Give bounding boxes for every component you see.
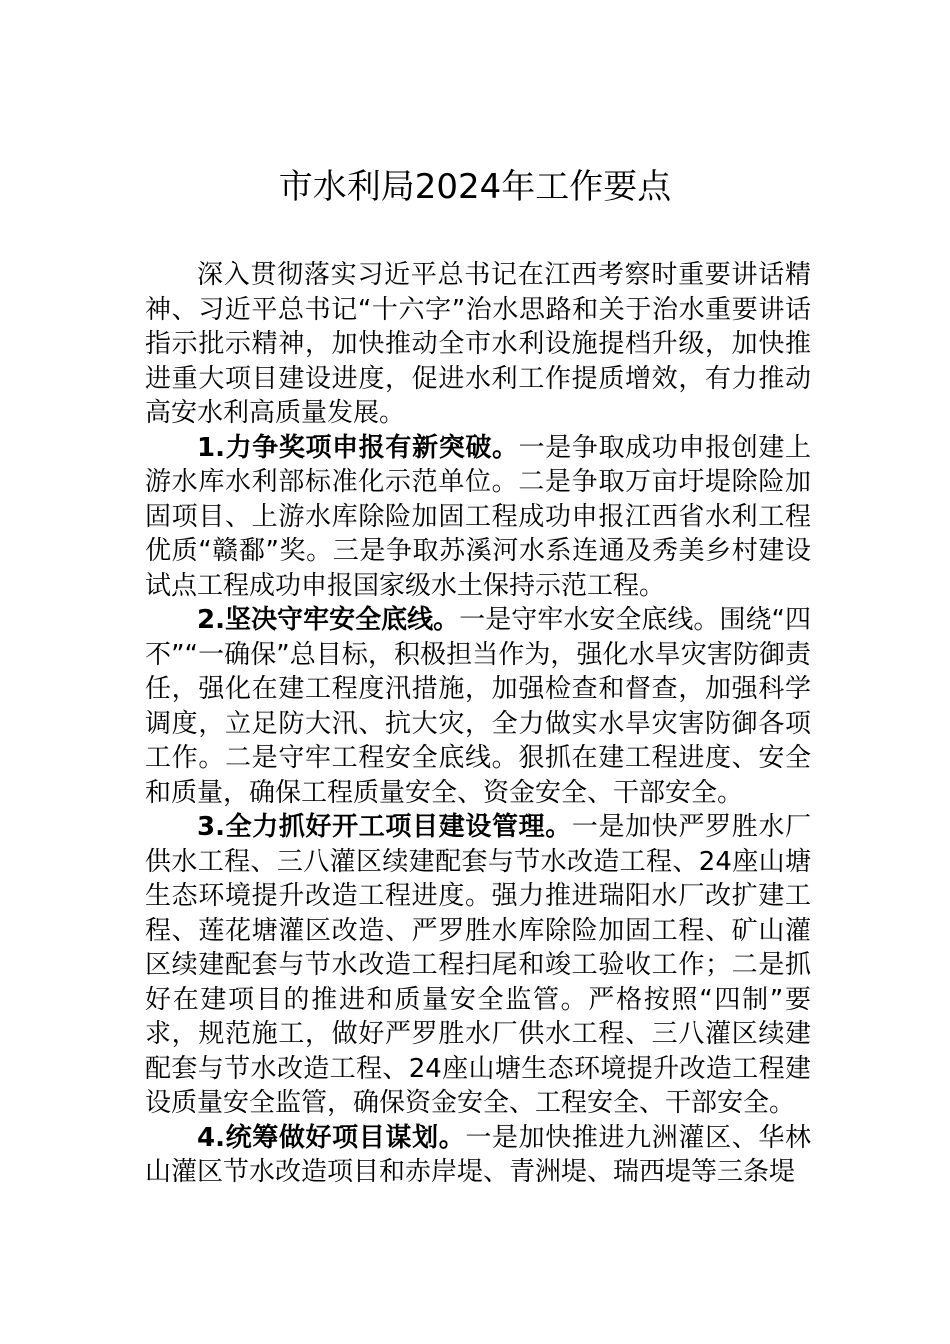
section-heading-4: 4.统筹做好项目谋划。	[197, 1122, 466, 1153]
section-heading-1: 1.力争奖项申报有新突破。	[197, 432, 519, 463]
section-paragraph-1	[145, 431, 811, 604]
document-title: 市水利局2024年工作要点	[278, 167, 672, 207]
section-text-1: 一是争取成功申报创建上游水库水利部标准化示范单位。二是争取万亩圩堤除险加固项目、上游水库除险加固工程成功申报江西省水利工程优质“赣鄱”奖。三是争取苏溪河水系连通及秀美乡村建设试点工程成功申报国家级水土保持示范工程。	[145, 432, 811, 601]
section-paragraph-3	[145, 810, 811, 1121]
intro-paragraph: 深入贯彻落实习近平总书记在江西考察时重要讲话精神、习近平总书记“十六字”治水思路和关于治水重要讲话指示批示精神，加快推动全市水利设施提档升级，加快推进重大项目建设进度，促进水利工作提质增效，有力推动高安水利高质量发展。	[145, 260, 811, 428]
section-text-3: 一是加快严罗胜水厂供水工程、三八灌区续建配套与节水改造工程、24座山塘生态环境提升改造工程进度。强力推进瑞阳水厂改扩建工程、莲花塘灌区改造、严罗胜水库除险加固工程、矿山灌区续建配套与节水改造工程扫尾和竣工验收工作；二是抓好在建项目的推进和质量安全监管。严格按照“四制”要求，规范施工，做好严罗胜水厂供水工程、三八灌区续建配套与节水改造工程、24座山塘生态环境提升改造工程建设质量安全监管，确保资金安全、工程安全、干部安全。	[145, 812, 811, 1118]
section-text-4: 一是加快推进九洲灌区、华林山灌区节水改造项目和赤岸堤、青洲堤、瑞西堤等三条堤	[145, 1122, 811, 1187]
section-heading-3: 3.全力抓好开工项目建设管理。	[197, 812, 572, 842]
section-paragraph-4	[145, 1121, 811, 1190]
document-body	[145, 258, 811, 1190]
section-paragraph-2	[145, 603, 811, 810]
section-text-2: 一是守牢水安全底线。围绕“四不”“一确保”总目标，积极担当作为，强化水旱灾害防御责任，强化在建工程度汛措施，加强检查和督查，加强科学调度，立足防大汛、抗大灾，全力做实水旱灾害防御各项工作。二是守牢工程安全底线。狠抓在建工程进度、安全和质量，确保工程质量安全、资金安全、干部安全。	[145, 605, 811, 808]
section-heading-2: 2.坚决守牢安全底线。	[197, 605, 460, 635]
